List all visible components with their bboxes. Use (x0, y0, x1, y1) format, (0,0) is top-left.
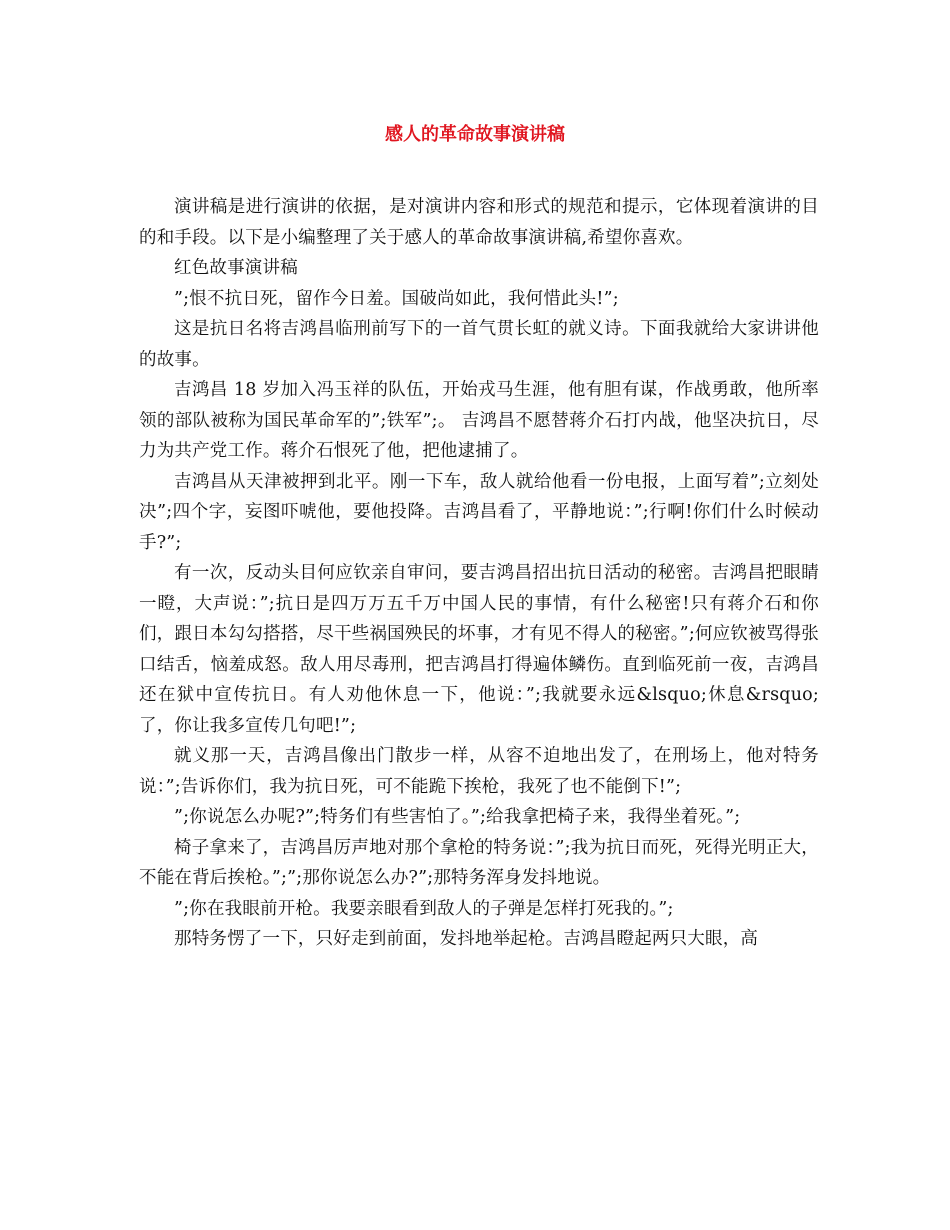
paragraph: 有一次，反动头目何应钦亲自审问，要吉鸿昌招出抗日活动的秘密。吉鸿昌把眼睛一瞪，大声说：”;抗日是四万万五千万中国人民的事情，有什么秘密!只有蒋介石和你们，跟日本勾勾搭搭，尽干些祸国殃民的坏事，才有见不得人的秘密。”;何应钦被骂得张口结舌，恼羞成怒。敌人用尽毒刑，把吉鸿昌打得遍体鳞伤。直到临死前一夜，吉鸿昌还在狱中宣传抗日。有人劝他休息一下，他说：”;我就要永远&lsquo;休息&rsquo;了，你让我多宣传几句吧!”; (139, 563, 819, 736)
paragraph: 吉鸿昌从天津被押到北平。刚一下车，敌人就给他看一份电报，上面写着”;立刻处决”;四个字，妄图吓唬他，要他投降。吉鸿昌看了，平静地说：”;行啊!你们什么时候动手?”; (139, 471, 819, 553)
paragraph: 演讲稿是进行演讲的依据，是对演讲内容和形式的规范和提示，它体现着演讲的目的和手段。以下是小编整理了关于感人的革命故事演讲稿,希望你喜欢。 (139, 197, 819, 248)
paragraph: ”;你说怎么办呢?”;特务们有些害怕了。”;给我拿把椅子来，我得坐着死。”; (174, 807, 741, 827)
paragraph: ”;恨不抗日死，留作今日羞。国破尚如此，我何惜此头!”; (174, 288, 619, 309)
paragraph: 这是抗日名将吉鸿昌临刑前写下的一首气贯长虹的就义诗。下面我就给大家讲讲他的故事。 (139, 319, 819, 370)
paragraph: 红色故事演讲稿 (174, 258, 298, 278)
paragraph: ”;你在我眼前开枪。我要亲眼看到敌人的子弹是怎样打死我的。”; (174, 898, 674, 919)
document-title: 感人的革命故事演讲稿 (385, 124, 565, 145)
paragraph: 椅子拿来了，吉鸿昌厉声地对那个拿枪的特务说：”;我为抗日而死，死得光明正大，不能在背后挨枪。”;”;那你说怎么办?”;那特务浑身发抖地说。 (139, 837, 819, 888)
paragraph: 那特务愣了一下，只好走到前面，发抖地举起枪。吉鸿昌瞪起两只大眼，高 (174, 929, 759, 949)
document-body (139, 192, 819, 955)
paragraph: 吉鸿昌 18 岁加入冯玉祥的队伍，开始戎马生涯，他有胆有谋，作战勇敢，他所率领的部队被称为国民革命军的”;铁军”;。 吉鸿昌不愿替蒋介石打内战，他坚决抗日，尽力为共产党工作。蒋介石恨死了他，把他逮捕了。 (139, 380, 819, 461)
paragraph: 就义那一天，吉鸿昌像出门散步一样，从容不迫地出发了，在刑场上，他对特务说：”;告诉你们，我为抗日死，可不能跪下挨枪，我死了也不能倒下!”; (139, 746, 819, 797)
